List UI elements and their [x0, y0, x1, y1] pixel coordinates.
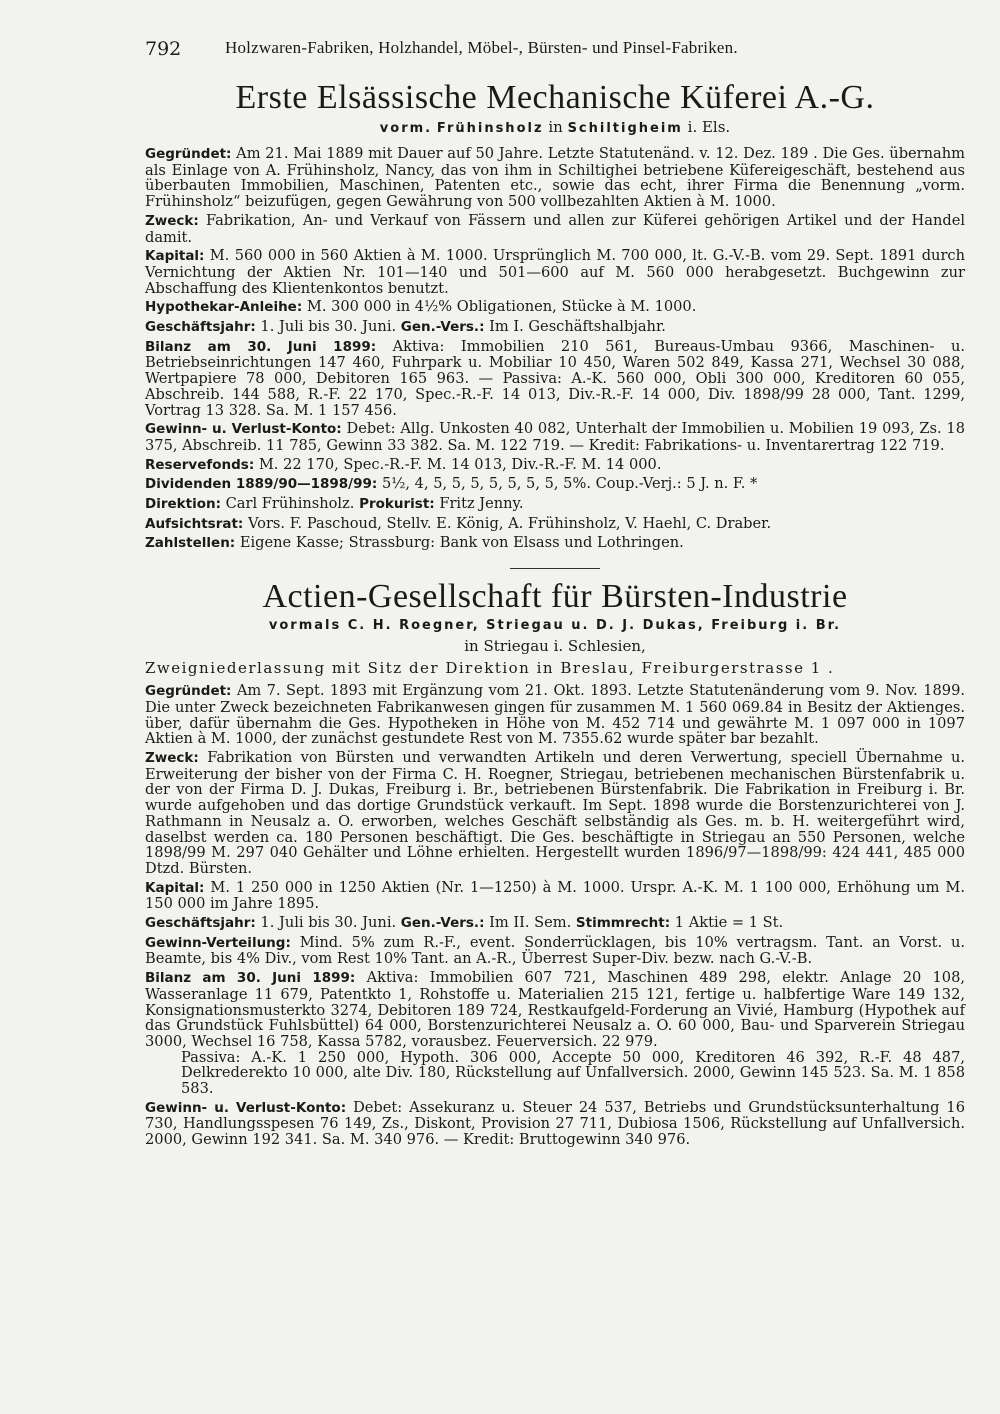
c2-gewinn-verteilung: Gewinn-Verteilung: Mind. 5% zum R.-F., event. Sonderrücklagen, bis 10% vertragsm. Tant. an Vorst. u. Beamte, bis 4% Div., vom Rest 10% Tant. an A.-R., Überrest Super-Div. bezw. nach G.-V.-B.	[145, 933, 965, 968]
page-number: 792	[145, 38, 182, 60]
c2-gegruendet: Gegründet: Am 7. Sept. 1893 mit Ergänzung vom 21. Okt. 1893. Letzte Statutenänderung vom 9. Nov. 1899. Die unter Zweck bezeichneten Fabrikanwesen gingen für zusammen M. 1 560 069.84 in Besitz der Aktienges. über, dafür übernahm die Ges. Hypotheken in Höhe von M. 452 714 und gewährte M. 1 097 000 in 1097 Aktien à M. 1000, der zunächst gestundete Rest von M. 7355.62 wurde später bar bezahlt.	[145, 682, 966, 748]
company1-title: Erste Elsässische Mechanische Küferei A.-G.	[235, 79, 875, 116]
company2-subtitle-line2: in Striegau i. Schlesien,	[464, 637, 646, 656]
page	[145, 30, 965, 1148]
c2-gewinn-verlust: Gewinn- u. Verlust-Konto: Debet: Assekuranz u. Steuer 24 537, Betriebs und Grundstücksunterhaltung 16 730, Handlungsspesen 76 149, Zs., Diskont, Provision 27 711, Dubiosa 1506, Rückstellung auf Unfallversich. 2000, Gewinn 192 341. Sa. M. 340 976. — Kredit: Bruttogewinn 340 976.	[145, 1098, 966, 1149]
c2-zweck: Zweck: Fabrikation von Bürsten und verwandten Artikeln und deren Verwertung, speciell Übernahme u. Erweiterung der bisher von der Firma C. H. Roegner, Striegau, betriebenen mechanischen Bürstenfabrik u. der von der Firma D. J. Dukas, Freiburg i. Br., betriebenen Bürstenfabrik. Die Fabrikation in Freiburg i. Br. wurde aufgehoben und das dortige Grundstück verkauft. Im Sept. 1898 wurde die Borstenzurichterei von J. Rathmann in Neusalz a. O. erworben, welches Geschäft selbständig als Ges. m. b. H. weitergeführt wird, daselbst werden ca. 180 Personen beschäftigt. Die Ges. beschäftigte in Striegau an 550 Personen, welche 1898/99 M. 297 040 Gehälter und Löhne erhielten. Hergestellt wurden 1896/97—1898/99: 424 441, 485 000 Dtzd. Bürsten.	[145, 748, 965, 877]
c1-aufsichtsrat: Aufsichtsrat: Vors. F. Paschoud, Stellv. E. König, A. Frühinsholz, V. Haehl, C. Draber.	[145, 514, 772, 532]
section-divider	[510, 568, 600, 569]
company2-title: Actien-Gesellschaft für Bürsten-Industrie	[262, 578, 848, 616]
c1-direktion: Direktion: Carl Frühinsholz. Prokurist: Fritz Jenny.	[145, 495, 524, 513]
company1-subtitle: vorm. Frühinsholz in Schiltigheim i. Els.	[379, 118, 731, 136]
c1-bilanz: Bilanz am 30. Juni 1899: Aktiva: Immobilien 210 561, Bureaus-Umbau 9366, Maschinen- u. Betriebseinrichtungen 147 460, Fuhrpark u. Mobiliar 10 450, Waren 502 849, Kassa 271, Wechsel 30 088, Wertpapiere 78 000, Debitoren 165 963. — Passiva: A.-K. 560 000, Obli 300 000, Kreditoren 60 055, Abschreib. 144 588, R.-F. 22 170, Spec.-R.-F. 14 013, Div.-R.-F. 14 000, Div. 1898/99 28 000, Tant. 1299, Vortrag 13 328. Sa. M. 1 157 456.	[145, 337, 965, 419]
running-header	[145, 38, 965, 60]
c1-hypothekar-anleihe: Hypothekar-Anleihe: M. 300 000 in 4½% Obligationen, Stücke à M. 1000.	[145, 298, 697, 316]
c2-kapital: Kapital: M. 1 250 000 in 1250 Aktien (Nr. 1—1250) à M. 1000. Urspr. A.-K. M. 1 100 000, Erhöhung um M. 150 000 im Jahre 1895.	[145, 878, 966, 913]
c1-zahlstellen: Zahlstellen: Eigene Kasse; Strassburg: Bank von Elsass und Lothringen.	[145, 534, 684, 552]
c1-kapital: Kapital: M. 560 000 in 560 Aktien à M. 1000. Ursprünglich M. 700 000, lt. G.-V.-B. vom 29. Sept. 1891 durch Vernichtung der Aktien Nr. 101—140 und 501—600 auf M. 560 000 herabgesetzt. Buchgewinn zur Abschaffung des Klientenkontos benutzt.	[145, 247, 965, 297]
c1-dividenden: Dividenden 1889/90—1898/99: 5½, 4, 5, 5, 5, 5, 5, 5, 5, 5%. Coup.-Verj.: 5 J. n. F. *	[145, 475, 758, 493]
c1-reservefonds: Reservefonds: M. 22 170, Spec.-R.-F. M. 14 013, Div.-R.-F. M. 14 000.	[145, 455, 662, 473]
company2-branch: Zweigniederlassung mit Sitz der Direktion in Breslau, Freiburgerstrasse 1 .	[145, 659, 835, 678]
company2-subtitle-line1: vormals C. H. Roegner, Striegau u. D. J. Dukas, Freiburg i. Br.	[268, 618, 842, 634]
c2-geschaeftsjahr: Geschäftsjahr: 1. Juli bis 30. Juni. Gen.-Vers.: Im II. Sem. Stimmrecht: 1 Aktie = 1 St.	[145, 914, 784, 932]
running-title: Holzwaren-Fabriken, Holzhandel, Möbel-, Bürsten- und Pinsel-Fabriken.	[225, 38, 738, 57]
c1-gegruendet: Gegründet: Am 21. Mai 1889 mit Dauer auf 50 Jahre. Letzte Statutenänd. v. 12. Dez. 189 . Die Ges. übernahm als Einlage von A. Frühinsholz, Nancy, das von ihm in Schiltighei betriebene Küfereigeschäft, bestehend aus überbauten Immobilien, Maschinen, Patenten etc., sowie das echt, ihrer Firma die Benennung „vorm. Frühinsholz“ beizufügen, gegen Gewährung von 500 vollbezahlten Aktien à M. 1000.	[145, 145, 965, 211]
c1-gewinn-verlust: Gewinn- u. Verlust-Konto: Debet: Allg. Unkosten 40 082, Unterhalt der Immobilien u. Mobilien 19 093, Zs. 18 375, Abschreib. 11 785, Gewinn 33 382. Sa. M. 122 719. — Kredit: Fabrikations- u. Inventarertrag 122 719.	[145, 420, 965, 454]
c1-geschaeftsjahr: Geschäftsjahr: 1. Juli bis 30. Juni. Gen.-Vers.: Im I. Geschäftshalbjahr.	[145, 318, 666, 336]
c1-zweck: Zweck: Fabrikation, An- und Verkauf von Fässern und allen zur Küferei gehörigen Artikel und der Handel damit.	[145, 211, 965, 246]
c2-bilanz: Bilanz am 30. Juni 1899: Aktiva: Immobilien 607 721, Maschinen 489 298, elektr. Anlage 20 108, Wasseranlage 11 679, Patentkto 1, Rohstoffe u. Materialien 215 121, fertige u. halbfertige Ware 149 132, Konsignationsmusterkto 3274, Debitoren 189 724, Restkaufgeld-Forderung an Vivié, Hamburg (Hypothek auf das Grundstück Fuhlsbüttel) 64 000, Borstenzurichterei Neusalz a. O. 60 000, Bau- und Sparverein Striegau 3000, Wechsel 16 758, Kassa 5782, vorausbez. Feuerversich. 22 979. Passiva: A.-K. 1 250 000, Hypoth. 306 000, Accepte 50 000, Kreditoren 46 392, R.-F. 48 487, Delkrederekto 10 000, alte Div. 180, Rückstellung auf Unfallversich. 2000, Gewinn 145 523. Sa. M. 1 858 583.	[145, 969, 966, 1098]
